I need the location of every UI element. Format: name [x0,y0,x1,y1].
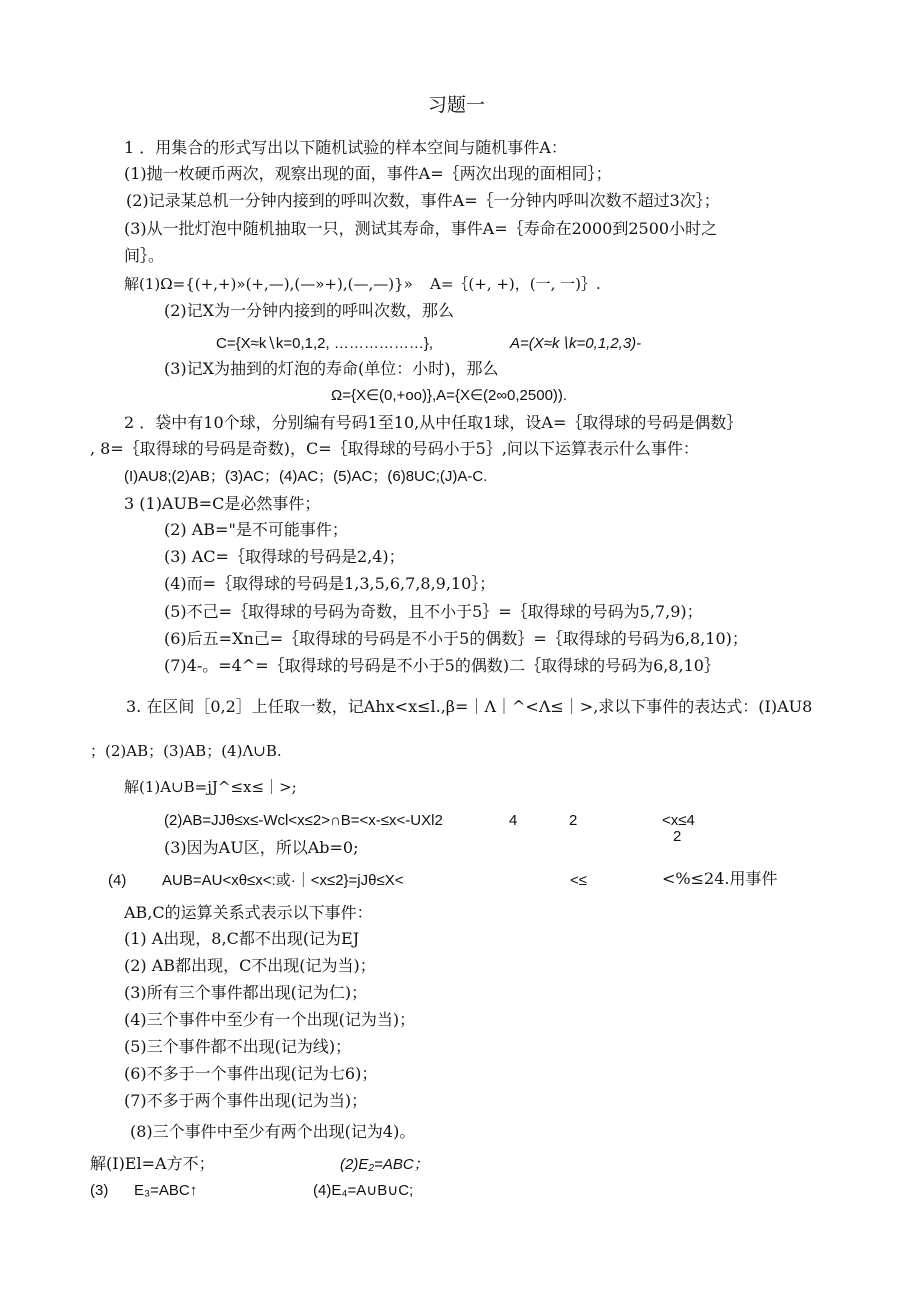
text-line: A=(X≈k∖k=0,1,2,3)- [510,335,642,352]
text-line: 解(I)El=A方不； [90,1154,215,1173]
page-title: 习题一 [428,94,486,116]
text-line: 3. 在区间［0,2］上任取一数，记Ahx<x≤l.,β=｜Λ｜^<Λ≤｜>,求以下事件的表达式：(I)AU8 [126,697,813,716]
text-line: (4) [108,872,127,889]
text-line: (4)三个事件中至少有一个出现(记为当)； [124,1010,416,1029]
text-line: (4)而=｛取得球的号码是1,3,5,6,7,8,9,10｝； [164,574,496,593]
text-line: 解(1)Ω={(+,+)»(+,—),(—»+),(—,—)}» [124,275,413,293]
text-line: (4)E₄=A∪B∪C; [313,1182,414,1199]
text-line: , 8=｛取得球的号码是奇数)，C=｛取得球的号码小于5｝,问以下运算表示什么事件： [90,439,699,458]
text-line: <%≤24.用事件 [662,869,778,888]
text-line: (5)不己=｛取得球的号码为奇数，且不小于5｝=｛取得球的号码为5,7,9)； [164,602,703,621]
text-line: (I)AU8;(2)AB；(3)AC；(4)AC；(5)AC；(6)8UC;(J)A-C. [124,468,488,485]
text-line: 4 [509,812,518,829]
text-line: (3) [90,1182,109,1199]
text-line: (3)从一批灯泡中随机抽取一只，测试其寿命，事件A=｛寿命在2000到2500小时之 [124,219,718,238]
text-line: (7)4-。=4^=｛取得球的号码是不小于5的偶数)二｛取得球的号码为6,8,10｝ [164,656,720,675]
text-line: (8)三个事件中至少有两个出现(记为4)。 [130,1122,416,1141]
text-line: (1)抛一枚硬币两次，观察出现的面，事件A=｛两次出现的面相同｝； [124,164,612,183]
text-line: (2)记X为一分钟内接到的呼叫次数，那么 [164,301,455,320]
text-line: (2)记录某总机一分钟内接到的呼叫次数，事件A=｛一分钟内呼叫次数不超过3次｝； [126,191,720,210]
text-line: ；(2)AB；(3)AB；(4)Λ∪B. [90,742,282,760]
text-line: (5)三个事件都不出现(记为线)； [124,1037,352,1056]
text-line: <≤ [570,872,587,889]
text-line: 1 ．用集合的形式写出以下随机试验的样本空间与随机事件A： [124,138,567,157]
text-line: C={X≈k∖k=0,1,2, ………………}, [216,335,434,352]
text-line: (2) AB都出现，C不出现(记为当)； [124,956,376,975]
text-line: (3)所有三个事件都出现(记为仁)； [124,983,368,1002]
text-line: (2)E₂=ABC； [340,1156,429,1173]
text-line: AB,C的运算关系式表示以下事件： [124,903,373,922]
text-line: (3)因为AU区，所以Ab=0; [164,838,359,857]
text-line: 3 (1)AUB=C是必然事件； [124,494,321,513]
text-line: (3) AC=｛取得球的号码是2,4)； [164,547,405,566]
text-line: A=｛(+, +)，(一, 一)｝. [430,275,601,293]
text-line: (2) AB="是不可能事件； [164,520,348,539]
text-line: AUB=AU<xθ≤x<:或·｜<x≤2}=jJθ≤X< [162,872,404,889]
text-line: 2 [673,828,682,845]
text-line: E₃=ABC↑ [134,1182,198,1199]
text-line: 2 [569,812,578,829]
text-line: (2)AB=JJθ≤x≤-Wcl<x≤2>∩B=<x-≤x<-UXl2 [164,812,443,829]
text-line: 间｝。 [124,246,165,265]
text-line: (6)后五=Xn己=｛取得球的号码是不小于5的偶数｝=｛取得球的号码为6,8,10)； [164,629,748,648]
text-line: Ω={X∈(0,+oo)},A={X∈(2∞0,2500)). [331,387,568,404]
text-line: <x≤4 [662,812,695,829]
text-line: (7)不多于两个事件出现(记为当)； [124,1091,368,1110]
text-line: 解(1)A∪B=jJ^≤x≤｜>; [124,778,297,796]
text-line: (3)记X为抽到的灯泡的寿命(单位：小时)，那么 [164,359,499,378]
text-line: 2 ．袋中有10个球，分别编有号码1至10,从中任取1球，设A=｛取得球的号码是偶数｝ [124,413,743,432]
text-line: (6)不多于一个事件出现(记为七6)； [124,1064,378,1083]
text-line: (1) A出现，8,C都不出现(记为EJ [124,929,360,948]
